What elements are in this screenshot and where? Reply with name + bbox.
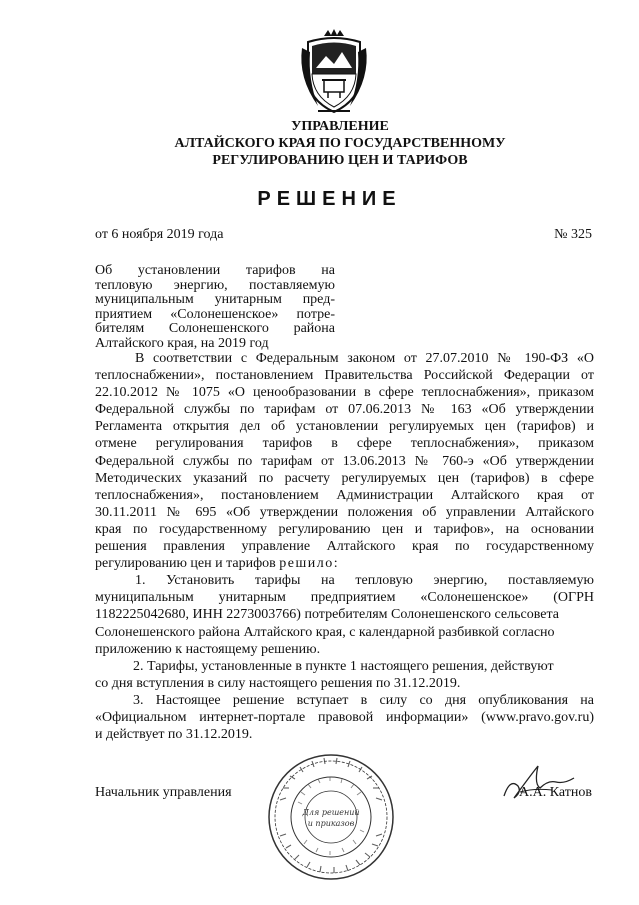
signer-position: Начальник управления — [95, 785, 232, 800]
preamble-line: 22.10.2012 № 1075 «О ценообразовании в сфере теплоснабжения», приказом — [95, 385, 594, 401]
item-3-line: «Официальном интернет-портале правовой информации» (www.pravo.gov.ru) — [95, 709, 594, 725]
preamble-line: теплоснабжении», постановлением Правительства Российской Федерации от — [95, 368, 594, 384]
item-1-line: приложению к настоящему решению. — [95, 641, 321, 657]
preamble-line: Регламента открытия дел об установлении регулируемых цен (тарифов) и — [95, 419, 594, 435]
subject-line: тепловую энергию, поставляемую — [95, 277, 335, 293]
item-1-line: Солонешенского района Алтайского края, с календарной разбивкой согласно — [95, 624, 555, 640]
preamble-line: 30.11.2011 № 695 «Об утверждении положения об управлении Алтайского — [95, 504, 594, 520]
preamble-line: решения правления управление Алтайского края по государственному — [95, 539, 594, 555]
document-subject — [95, 264, 335, 351]
altai-krai-coat-of-arms-icon — [298, 28, 370, 116]
preamble-line: Федеральной службы по тарифам от 13.06.2013 № 760-э «Об утверждении — [95, 453, 594, 469]
preamble-closing-text: регулированию цен и тарифов — [95, 556, 276, 572]
seal-inner-text-1: Для решений — [302, 808, 360, 817]
agency-name-line-3: РЕГУЛИРОВАНИЮ ЦЕН И ТАРИФОВ — [212, 153, 468, 168]
item-1-line: муниципальным унитарным предприятием «Солонешенское» (ОГРН — [95, 590, 594, 606]
document-body — [95, 350, 594, 743]
preamble-line: Федеральной службы по тарифам от 07.06.2013 № 163 «Об утверждении — [95, 402, 594, 418]
resolved-colon: : — [333, 556, 338, 572]
item-1-line: 1182225042680, ИНН 2273003766) потребителям Солонешенского сельсовета — [95, 607, 559, 623]
item-3-line: и действует по 31.12.2019. — [95, 727, 253, 743]
subject-line: бителям Солонешенского района — [95, 321, 335, 336]
subject-line: муниципальным унитарным пред- — [95, 292, 335, 307]
resolved-word: решило — [279, 556, 334, 572]
preamble-line: края по государственному регулированию цен и тарифов», на основании — [95, 521, 594, 537]
item-2-line: 2. Тарифы, установленные в пункте 1 настоящего решения, действуют — [133, 658, 554, 674]
seal-inner-text-2: и приказов — [307, 819, 355, 828]
agency-name-line-1: УПРАВЛЕНИЕ — [291, 119, 389, 134]
preamble-line: В соответствии с Федеральным законом от 27.07.2010 № 190-ФЗ «О — [135, 351, 594, 366]
item-3-line: 3. Настоящее решение вступает в силу со дня опубликования на — [133, 692, 594, 708]
official-seal — [266, 752, 396, 882]
preamble-closing-line — [95, 555, 594, 572]
subject-line: Алтайского края, на 2019 год — [95, 335, 269, 351]
document-number: № 325 — [554, 227, 592, 242]
subject-line: приятием «Солонешенское» потре- — [95, 306, 335, 322]
preamble-line: отмене регулирования тарифов в сфере теплоснабжения», приказом — [95, 436, 594, 452]
signer-name: А.А. Катнов — [519, 785, 592, 800]
preamble-line: теплоснабжения», постановлением Администрации Алтайского края от — [95, 487, 594, 503]
item-2-line: со дня вступления в силу настоящего решения по 31.12.2019. — [95, 675, 461, 691]
document-type-title: РЕШЕНИЕ — [257, 188, 402, 210]
preamble-line: Методических указаний по расчету регулируемых цен (тарифов) в сфере — [95, 470, 594, 486]
document-date: от 6 ноября 2019 года — [95, 227, 224, 242]
item-1-line: 1. Установить тарифы на тепловую энергию, поставляемую — [135, 573, 594, 589]
agency-name-line-2: АЛТАЙСКОГО КРАЯ ПО ГОСУДАРСТВЕННОМУ — [174, 136, 506, 151]
subject-line: Об установлении тарифов на — [95, 263, 335, 278]
